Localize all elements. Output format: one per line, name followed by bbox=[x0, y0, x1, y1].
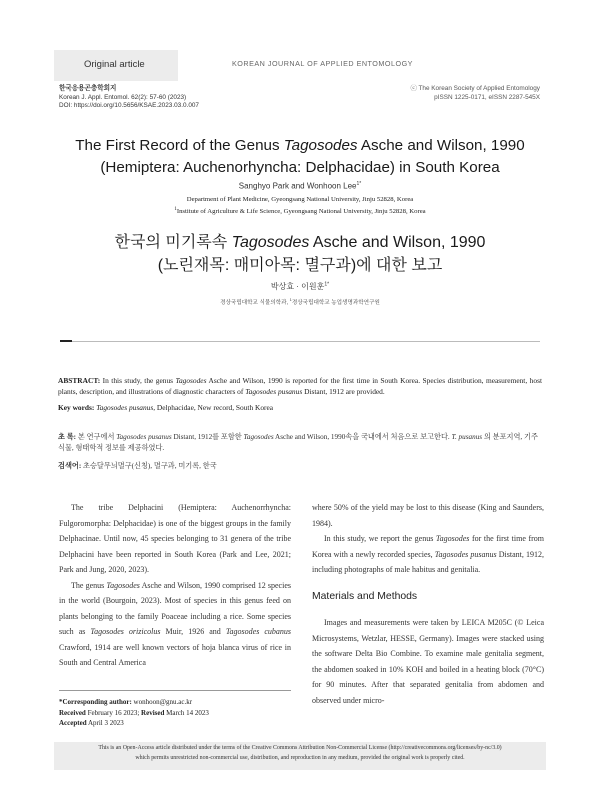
article-type-tab bbox=[54, 50, 178, 81]
received-label: Received bbox=[59, 708, 86, 717]
body-italic: Tagosodes bbox=[435, 534, 470, 543]
affiliation-ko-2: 경상국립대학교 농업생명과학연구원 bbox=[291, 299, 380, 306]
abstract-ko-italic: T. pusanus bbox=[451, 433, 483, 441]
title-ko-genus: Tagosodes bbox=[231, 234, 310, 251]
body-paragraph: The tribe Delphacini (Hemiptera: Auchenorrhyncha: Fulgoromorpha: Delphacidae) is one of the biggest groups in the family Delphacinae. Until now, 45 species belonging to 31 genera of the tribe Delphacini have been reported in South Korea (Park and Lee, 2021; Park and Jung, 2020, 2023). bbox=[59, 503, 291, 574]
doi-link[interactable]: DOI: https://doi.org/10.5656/KSAE.2023.03.0.007 bbox=[59, 102, 199, 110]
affiliation-korean bbox=[0, 297, 600, 306]
title-en-part: Asche and Wilson, 1990 bbox=[357, 137, 525, 154]
keywords-text: , Delphacidae, New record, South Korea bbox=[153, 403, 274, 412]
affiliation-mark: 1 bbox=[174, 206, 177, 212]
keywords-label: Key words: bbox=[58, 403, 95, 412]
revised-label: Revised bbox=[141, 708, 165, 717]
abstract bbox=[58, 376, 542, 397]
abstract-ko-text: Distant, 1912를 포함한 bbox=[171, 433, 244, 441]
divider-accent bbox=[60, 340, 72, 342]
abstract-ko-italic: Tagosodes pusanus bbox=[116, 433, 172, 441]
title-ko-line2: (노린재목: 매미아목: 멸구과)에 대한 보고 bbox=[157, 257, 443, 274]
journal-name: KOREAN JOURNAL OF APPLIED ENTOMOLOGY bbox=[232, 59, 413, 68]
accepted-date: April 3 2023 bbox=[86, 719, 124, 728]
abstract-text: Distant, 1912 are provided. bbox=[302, 386, 385, 396]
body-column-left bbox=[59, 500, 291, 671]
copyright-block bbox=[410, 85, 540, 102]
author-names-ko: 박상효 · 이원훈 bbox=[270, 282, 325, 291]
keywords-korean bbox=[58, 461, 542, 471]
title-en-genus: Tagosodes bbox=[283, 137, 358, 154]
copyright: ⓒ The Korean Society of Applied Entomology bbox=[410, 85, 540, 92]
body-text: Muir, 1926 and bbox=[160, 627, 226, 636]
keywords bbox=[58, 403, 542, 412]
divider-line bbox=[72, 341, 540, 342]
abstract-text: Asche and Wilson, 1990 is reported for the first time in South Korea. Species distribution, measurement, host plants, description, and illustrations of diagnostic characters of bbox=[58, 376, 543, 396]
body-column-right bbox=[312, 500, 544, 708]
keywords-italic: Tagosodes pusanus bbox=[96, 403, 154, 412]
body-text: Distant, 1912, including photographs of male habitus and genitalia. bbox=[312, 549, 545, 574]
footnotes bbox=[59, 697, 209, 729]
journal-name-korean: 한국응용곤충학회지 bbox=[59, 85, 117, 92]
article-type-label: Original article bbox=[84, 59, 145, 70]
accepted-label: Accepted bbox=[59, 719, 87, 728]
abstract-ko-text: Asche and Wilson, 1990속을 국내에서 처음으로 보고한다. bbox=[273, 433, 452, 441]
corresponding-label: *Corresponding author: bbox=[59, 698, 132, 706]
body-paragraph: where 50% of the yield may be lost to this disease (King and Saunders, 1984). bbox=[312, 503, 544, 528]
issn: pISSN 1225-0171, eISSN 2287-545X bbox=[434, 93, 540, 101]
body-text: The genus bbox=[71, 580, 107, 590]
keywords-ko-label: 검색어: bbox=[58, 462, 82, 470]
license-line-2: which permits unrestricted non-commercial use, distribution, and reproduction in any medium, provided the original work is properly cited. bbox=[135, 754, 465, 761]
license-line-1: This is an Open-Access article distributed under the terms of the Creative Commons Attribution Non-Commercial License (http://creativecommons.org/licenses/by-nc/3.0) bbox=[98, 745, 502, 751]
title-en-line2: (Hemiptera: Auchenorhyncha: Delphacidae) in South Korea bbox=[100, 159, 500, 176]
revised-date: March 14 2023 bbox=[164, 708, 209, 717]
abstract-ko-italic: Tagosodes bbox=[243, 433, 274, 441]
body-text: for the first time from Korea with a newly recorded species, bbox=[312, 534, 544, 559]
body-italic: Tagosodes orizicolus bbox=[90, 627, 161, 636]
abstract-label: ABSTRACT: bbox=[58, 376, 101, 385]
affiliations bbox=[0, 195, 600, 216]
abstract-ko-label: 초 록: bbox=[58, 433, 77, 441]
body-text: Asche and Wilson, 1990 comprised 12 species in the world (Bourgoin, 2023). Most of species in this genus feed on plants belonging to the family Poaceae including a rice. Some species such as bbox=[59, 580, 291, 636]
body-text: In this study, we report the genus bbox=[324, 534, 436, 543]
received-date: February 16 2023; bbox=[85, 708, 142, 717]
author-names: Sanghyo Park and Wonhoon Lee bbox=[238, 181, 357, 191]
title-english bbox=[40, 135, 560, 179]
abstract-ko-text: 본 연구에서 bbox=[76, 433, 117, 441]
author-marks: 1* bbox=[356, 181, 362, 187]
corresponding-email[interactable]: wonhoon@gnu.ac.kr bbox=[131, 698, 193, 706]
title-en-part: The First Record of the Genus bbox=[75, 137, 284, 154]
abstract-korean bbox=[58, 432, 542, 454]
citation-block bbox=[59, 85, 199, 111]
affiliation-ko-mark: 1 bbox=[289, 297, 292, 302]
title-ko-part: 한국의 미기록속 bbox=[114, 234, 232, 251]
citation: Korean J. Appl. Entomol. 62(2): 57-60 (2023) bbox=[59, 93, 187, 101]
authors-korean bbox=[0, 281, 600, 292]
body-italic: Tagosodes bbox=[106, 580, 140, 590]
affiliation-1: Department of Plant Medicine, Gyeongsang National University, Jinju 52828, Korea bbox=[186, 196, 414, 203]
body-paragraph bbox=[59, 578, 291, 671]
body-italic: Tagosodes pusanus bbox=[434, 549, 497, 559]
abstract-text: In this study, the genus bbox=[100, 376, 176, 385]
affiliation-ko-1: 경상국립대학교 식물의학과, bbox=[220, 299, 290, 306]
section-heading: Materials and Methods bbox=[312, 590, 418, 602]
body-text: Crawford, 1914 are well known vectors of hoja blanca virus of rice in South and Central America bbox=[59, 642, 291, 667]
license-notice bbox=[54, 742, 546, 770]
abstract-italic: Tagosodes bbox=[175, 376, 207, 385]
title-korean bbox=[40, 231, 560, 277]
body-paragraph: Images and measurements were taken by LEICA M205C (© Leica Microsystems, Wetzlar, HESSE, Germany). Images were stacked using the software Delta Bio Combine. To examine male genitalia segment, the abdomen soaked in 10% KOH and boiled in a heating block (70°C) for 90 minutes. After that separated genitalia from abdomen and observed under micro- bbox=[312, 618, 544, 705]
keywords-ko-text: 초승달무늬멸구(신칭), 멸구과, 미기록, 한국 bbox=[81, 462, 217, 470]
authors-english bbox=[0, 181, 600, 191]
title-ko-part: Asche and Wilson, 1990 bbox=[309, 234, 486, 251]
affiliation-2: Institute of Agriculture & Life Science, Gyeongsang National University, Jinju 52828, Korea bbox=[176, 207, 426, 215]
body-italic: Tagosodes cubanus bbox=[225, 627, 291, 636]
abstract-ko-text: 의 분포지역, 기주식물, 형태학적 정보를 제공하였다. bbox=[58, 433, 538, 452]
footnote-divider bbox=[59, 690, 291, 691]
body-paragraph bbox=[312, 531, 544, 578]
abstract-italic: Tagosodes pusanus bbox=[245, 386, 303, 396]
author-marks-ko: 1* bbox=[324, 281, 330, 288]
